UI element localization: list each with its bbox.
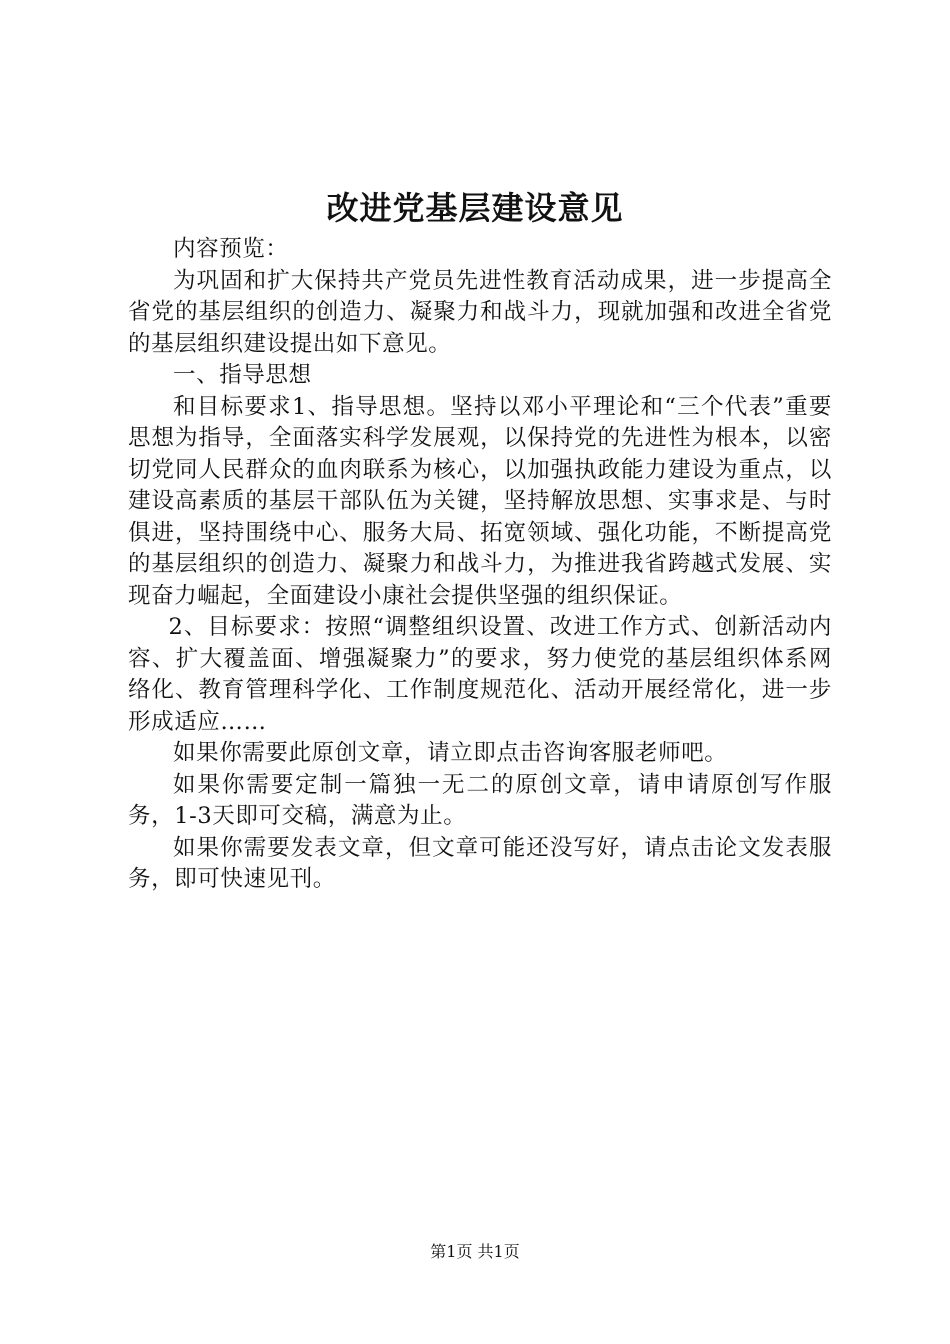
publishing-service-paragraph: 如果你需要发表文章，但文章可能还没写好，请点击论文发表服务，即可快速见刊。 bbox=[128, 834, 832, 892]
intro-paragraph: 为巩固和扩大保持共产党员先进性教育活动成果，进一步提高全省党的基层组织的创造力、凝聚力和战斗力，现就加强和改进全省党的基层组织建设提出如下意见。 bbox=[128, 267, 832, 357]
section-heading: 一、指导思想 bbox=[173, 362, 312, 388]
custom-writing-paragraph: 如果你需要定制一篇独一无二的原创文章，请申请原创写作服务，1-3天即可交稿，满意为止。 bbox=[128, 771, 832, 829]
document-title: 改进党基层建设意见 bbox=[326, 189, 624, 227]
contact-service-paragraph: 如果你需要此原创文章，请立即点击咨询客服老师吧。 bbox=[173, 740, 728, 766]
goals-paragraph: 2、目标要求：按照“调整组织设置、改进工作方式、创新活动内容、扩大覆盖面、增强凝聚力”的要求，努力使党的基层组织体系网络化、教育管理科学化、工作制度规范化、活动开展经常化，进一步形成适应…… bbox=[128, 614, 832, 735]
page-number: 第1页 共1页 bbox=[430, 1242, 520, 1261]
document-body bbox=[128, 234, 832, 896]
preview-label: 内容预览： bbox=[173, 236, 289, 262]
guiding-thought-paragraph: 和目标要求1、指导思想。坚持以邓小平理论和“三个代表”重要思想为指导，全面落实科学发展观，以保持党的先进性为根本，以密切党同人民群众的血肉联系为核心，以加强执政能力建设为重点，以建设高素质的基层干部队伍为关键，坚持解放思想、实事求是、与时俱进，坚持围绕中心、服务大局、拓宽领域、强化功能，不断提高党的基层组织的创造力、凝聚力和战斗力，为推进我省跨越式发展、实现奋力崛起，全面建设小康社会提供坚强的组织保证。 bbox=[128, 393, 832, 609]
